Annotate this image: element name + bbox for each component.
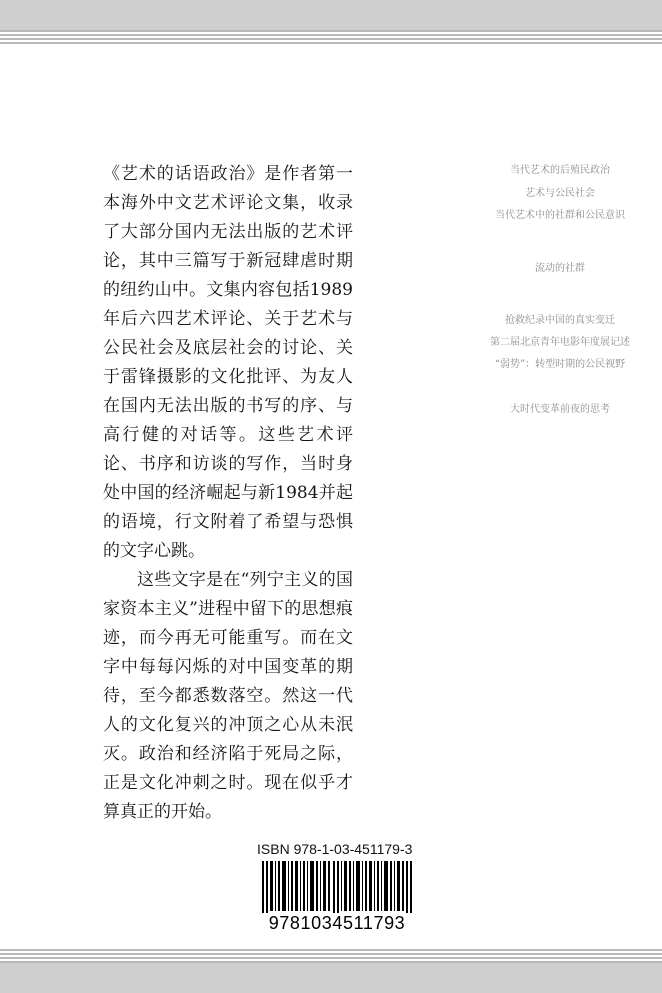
contents-item: 艺术与公民社会 bbox=[525, 188, 595, 199]
top-stripe-band bbox=[0, 0, 662, 44]
bottom-stripe-band bbox=[0, 949, 662, 993]
top-striped-lines bbox=[0, 30, 662, 44]
contents-item: 当代艺术中的社群和公民意识 bbox=[495, 210, 625, 221]
contents-item: 抢救纪录中国的真实变迁 bbox=[505, 315, 615, 326]
contents-item: 当代艺术的后殖民政治 bbox=[510, 165, 610, 176]
barcode-digits: 9781034511793 bbox=[256, 913, 418, 934]
blurb-text bbox=[103, 160, 353, 827]
contents-item: 流动的社群 bbox=[535, 263, 585, 274]
blurb-paragraph-2: 这些文字是在“列宁主义的国家资本主义”进程中留下的思想痕迹，而今再无可能重写。而在文字中每每闪烁的对中国变革的期待，至今都悉数落空。然这一代人的文化复兴的冲顶之心从未泯灭。政治和经济陷于死局之际，正是文化冲刺之时。现在似乎才算真正的开始。 bbox=[103, 570, 353, 822]
contents-item: “弱势”：转型时期的公民视野 bbox=[494, 359, 626, 370]
bottom-gray-band bbox=[0, 963, 662, 993]
contents-item: 第二届北京青年电影年度展记述 bbox=[490, 337, 630, 348]
top-gray-band bbox=[0, 0, 662, 30]
contents-item: 大时代变革前夜的思考 bbox=[510, 404, 610, 415]
isbn-label: ISBN 978-1-03-451179-3 bbox=[257, 841, 413, 857]
bottom-striped-lines bbox=[0, 949, 662, 963]
blurb-paragraph-1: 《艺术的话语政治》是作者第一本海外中文艺术评论文集，收录了大部分国内无法出版的艺术评论，其中三篇写于新冠肆虐时期的纽约山中。文集内容包括1989年后六四艺术评论、关于艺术与公民社会及底层社会的讨论、关于雷锋摄影的文化批评、为友人在国内无法出版的书写的序、与高行健的对话等。这些艺术评论、书序和访谈的写作，当时身处中国的经济崛起与新1984并起的语境，行文附着了希望与恐惧的文字心跳。 bbox=[103, 164, 353, 561]
